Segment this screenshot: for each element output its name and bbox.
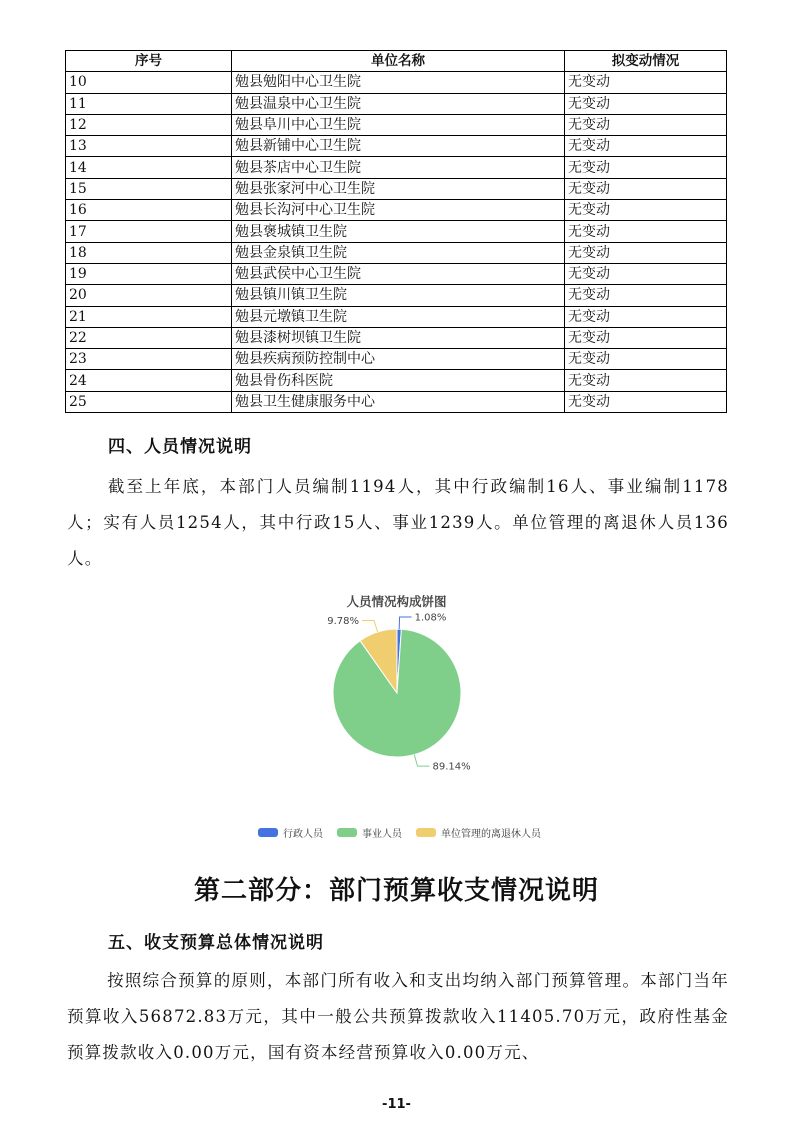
part2-title: 第二部分：部门预算收支情况说明 [193,876,599,906]
table-row [66,221,727,242]
chart-legend [258,825,541,840]
table-row [66,327,727,348]
row-change-status: 无变动 [565,93,727,114]
unit-change-table [65,50,727,413]
row-serial: 19 [66,263,232,284]
row-unit-name: 勉县温泉中心卫生院 [232,93,565,114]
row-change-status: 无变动 [565,242,727,263]
legend-item-admin[interactable] [258,825,323,840]
row-change-status: 无变动 [565,157,727,178]
row-unit-name: 勉县元墩镇卫生院 [232,306,565,327]
legend-item-institution[interactable] [337,825,402,840]
row-change-status: 无变动 [565,221,727,242]
legend-label-admin: 行政人员 [283,829,323,840]
table-header-row [66,51,727,72]
row-change-status: 无变动 [565,178,727,199]
row-unit-name: 勉县阜川中心卫生院 [232,114,565,135]
legend-swatch-retired [416,828,436,837]
row-unit-name: 勉县镇川镇卫生院 [232,285,565,306]
row-serial: 23 [66,349,232,370]
row-unit-name: 勉县褒城镇卫生院 [232,221,565,242]
row-change-status: 无变动 [565,136,727,157]
row-unit-name: 勉县卫生健康服务中心 [232,391,565,412]
row-unit-name: 勉县新铺中心卫生院 [232,136,565,157]
row-serial: 13 [66,136,232,157]
section5-paragraph [67,963,729,1071]
legend-swatch-admin [258,828,278,837]
row-serial: 15 [66,178,232,199]
pie-label-institution: 89.14% [432,761,471,773]
pie-leader-retired [362,621,378,632]
legend-label-institution: 事业人员 [362,829,402,840]
row-unit-name: 勉县疾病预防控制中心 [232,349,565,370]
row-unit-name: 勉县茶店中心卫生院 [232,157,565,178]
table-row [66,242,727,263]
header-serial: 序号 [66,51,232,72]
row-serial: 21 [66,306,232,327]
table-row [66,370,727,391]
row-change-status: 无变动 [565,72,727,93]
row-unit-name: 勉县武侯中心卫生院 [232,263,565,284]
row-unit-name: 勉县长沟河中心卫生院 [232,200,565,221]
legend-swatch-institution [337,828,357,837]
row-serial: 12 [66,114,232,135]
row-serial: 25 [66,391,232,412]
row-unit-name: 勉县漆树坝镇卫生院 [232,327,565,348]
table-row [66,72,727,93]
row-change-status: 无变动 [565,114,727,135]
chart-title: 人员情况构成饼图 [346,594,447,609]
row-serial: 17 [66,221,232,242]
row-change-status: 无变动 [565,327,727,348]
pie-leader-admin [399,617,411,629]
row-serial: 11 [66,93,232,114]
table-body [66,72,727,413]
table-row [66,306,727,327]
section4-text: 截至上年底，本部门人员编制1194人，其中行政编制16人、事业编制1178人；实有人员1254人，其中行政15人、事业1239人。单位管理的离退休人员136人。 [67,477,729,568]
row-unit-name: 勉县金泉镇卫生院 [232,242,565,263]
row-serial: 16 [66,200,232,221]
row-unit-name: 勉县勉阳中心卫生院 [232,72,565,93]
header-change-status: 拟变动情况 [565,51,727,72]
row-change-status: 无变动 [565,263,727,284]
legend-label-retired: 单位管理的离退休人员 [441,829,541,840]
row-unit-name: 勉县张家河中心卫生院 [232,178,565,199]
header-unit-name: 单位名称 [232,51,565,72]
row-serial: 14 [66,157,232,178]
table-row [66,178,727,199]
row-change-status: 无变动 [565,391,727,412]
row-serial: 24 [66,370,232,391]
row-serial: 20 [66,285,232,306]
row-change-status: 无变动 [565,285,727,306]
section5-heading: 五、收支预算总体情况说明 [108,933,324,953]
row-change-status: 无变动 [565,306,727,327]
row-change-status: 无变动 [565,370,727,391]
row-change-status: 无变动 [565,200,727,221]
row-unit-name: 勉县骨伤科医院 [232,370,565,391]
pie-chart [300,605,500,780]
table-row [66,136,727,157]
table-row [66,157,727,178]
row-serial: 10 [66,72,232,93]
section5-text: 按照综合预算的原则，本部门所有收入和支出均纳入部门预算管理。本部门当年预算收入56872.83万元，其中一般公共预算拨款收入11405.70万元，政府性基金预算拨款收入0.00万元，国有资本经营预算收入0.00万元、 [67,971,729,1062]
row-serial: 22 [66,327,232,348]
section4-heading: 四、人员情况说明 [108,437,252,457]
table-row [66,93,727,114]
pie-label-admin: 1.08% [414,612,447,624]
table-row [66,391,727,412]
table-row [66,263,727,284]
page-number: -11- [382,1097,411,1112]
section4-paragraph [67,469,729,577]
table-row [66,114,727,135]
table-row [66,349,727,370]
pie-label-retired: 9.78% [327,616,360,628]
row-serial: 18 [66,242,232,263]
table-row [66,200,727,221]
table-row [66,285,727,306]
legend-item-retired[interactable] [416,825,541,840]
pie-leader-institution [414,755,429,767]
row-change-status: 无变动 [565,349,727,370]
